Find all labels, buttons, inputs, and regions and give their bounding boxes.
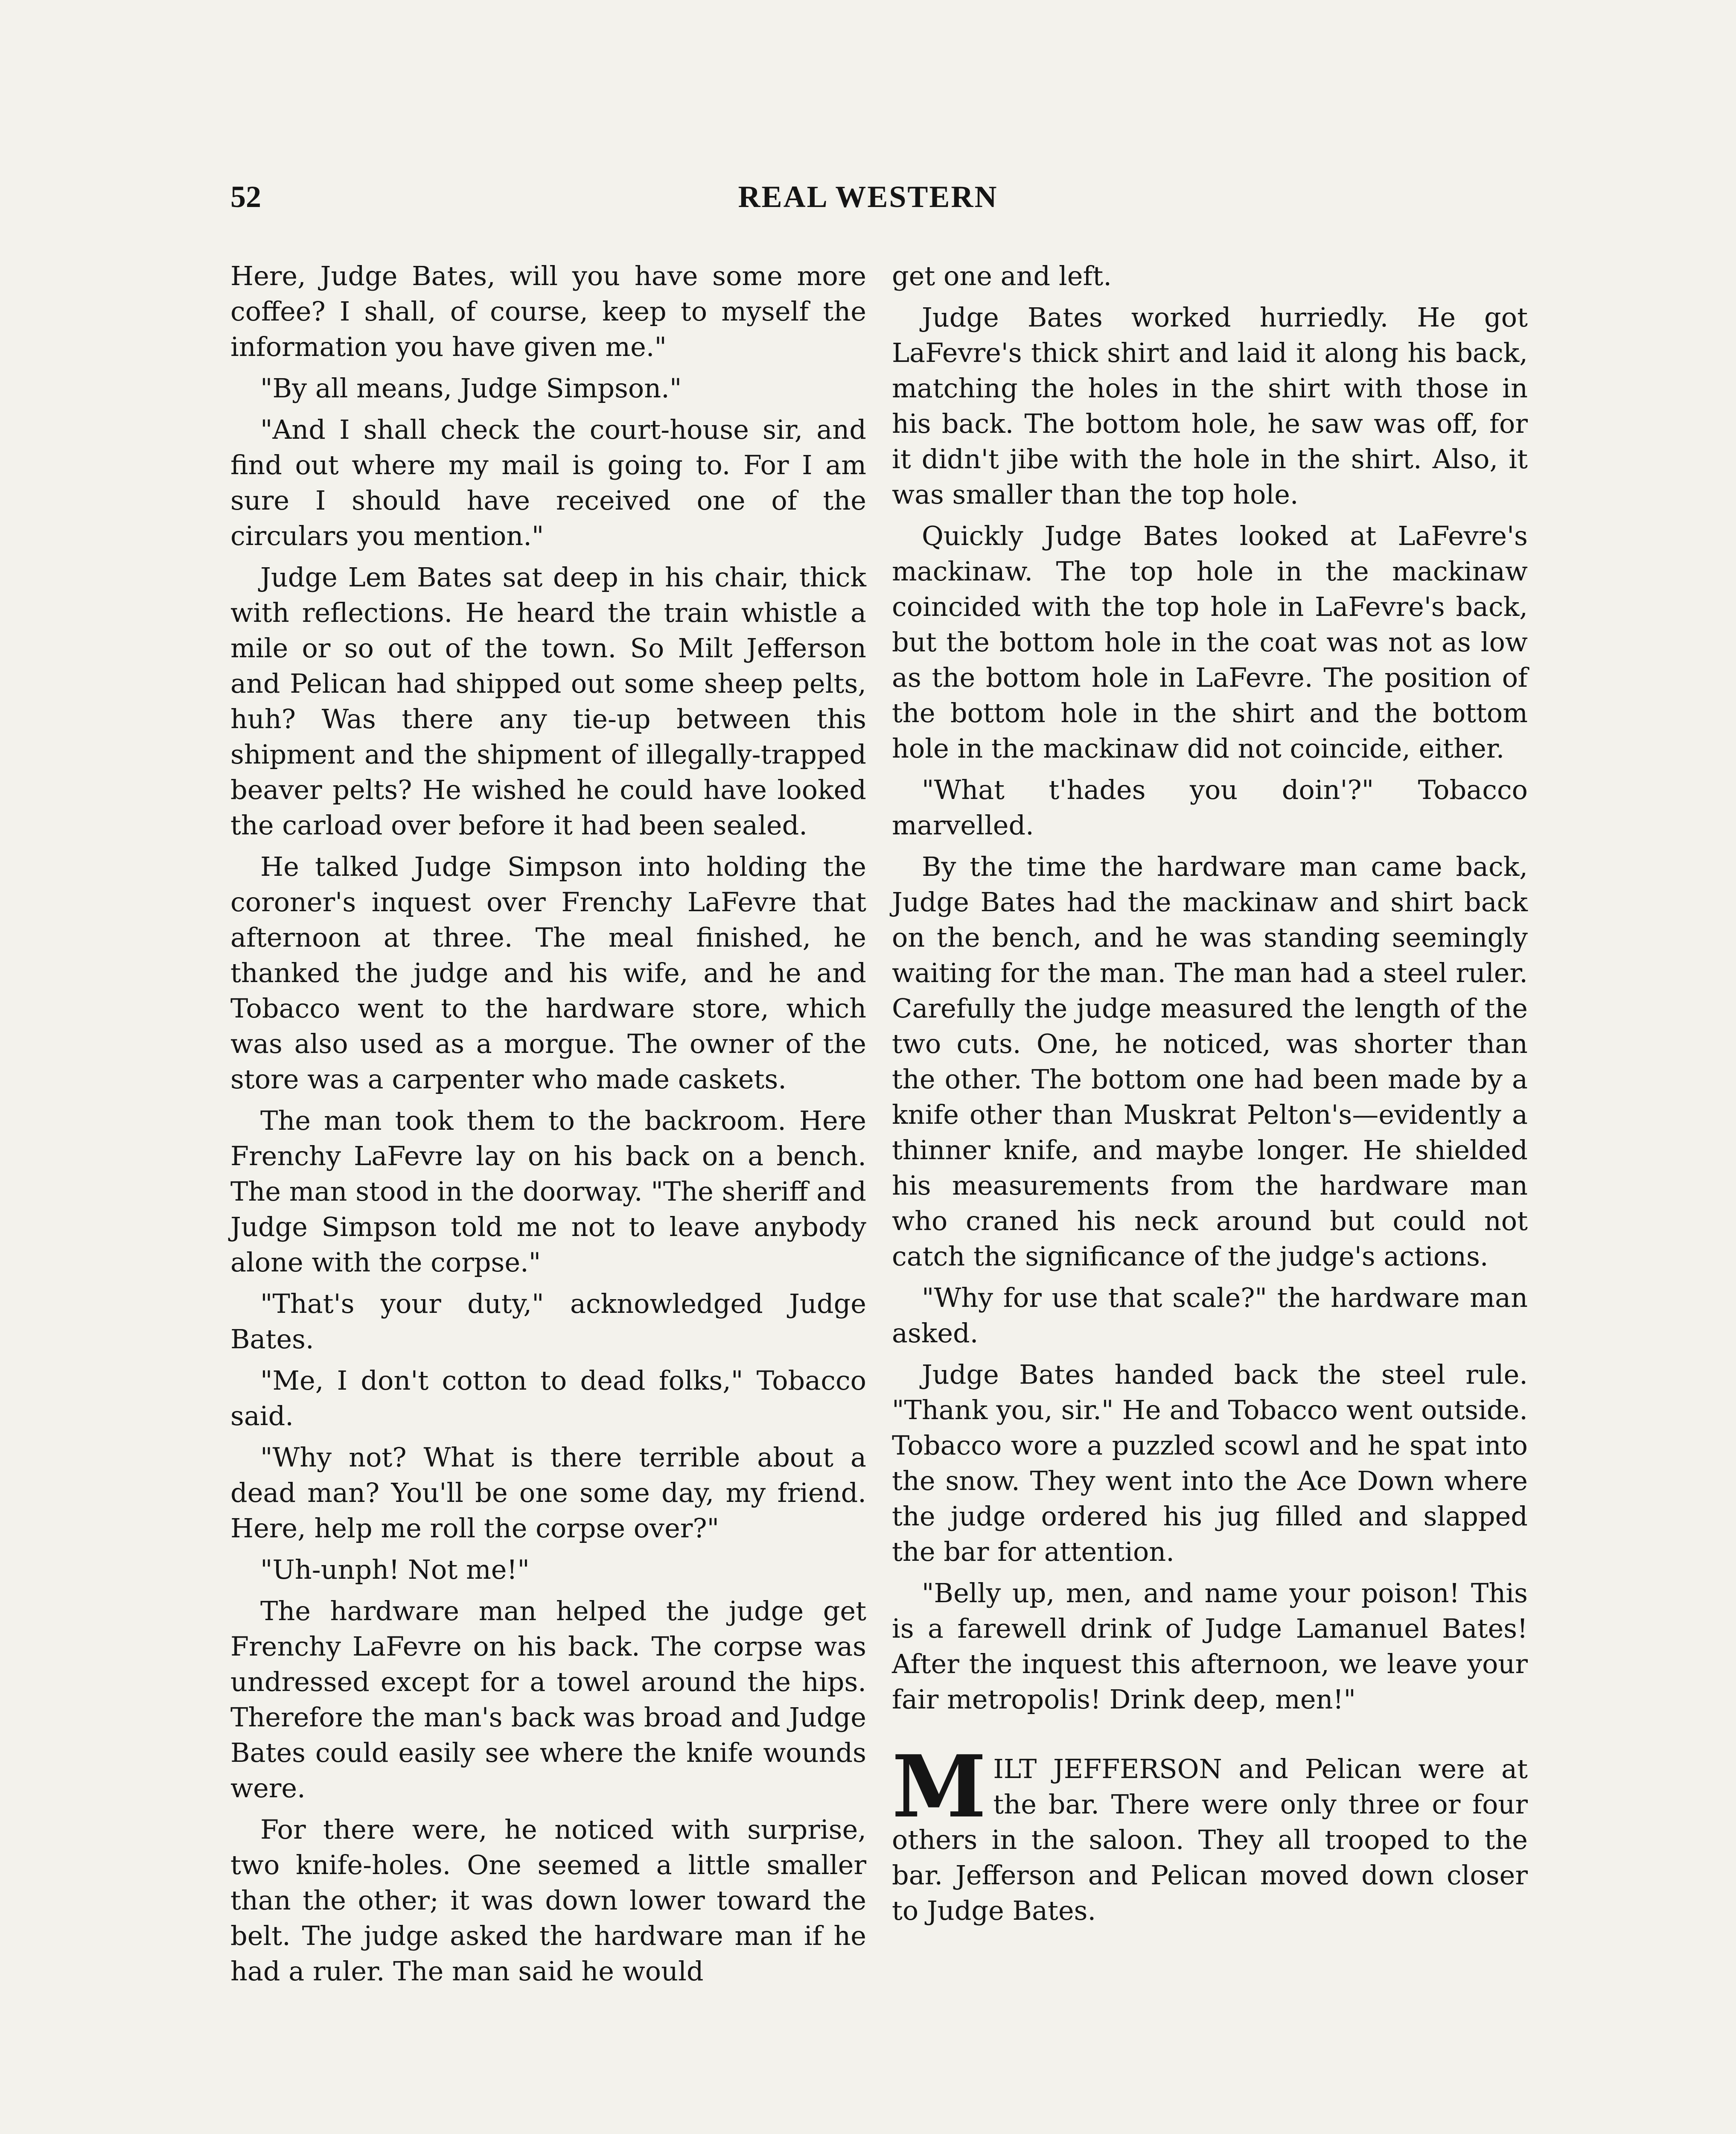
left-column xyxy=(230,258,866,1995)
paragraph: "By all means, Judge Simpson." xyxy=(260,373,682,404)
paragraph: For there were, he noticed with surprise, two knife-holes. One seemed a little smaller than the other; it was down lower toward the belt. The judge asked the hardware man if he had a ruler. The man said he would xyxy=(230,1814,866,1987)
paragraph: "That's your duty," acknowledged Judge Bates. xyxy=(230,1288,866,1355)
right-column xyxy=(892,258,1528,1928)
paragraph: The hardware man helped the judge get Frenchy LaFevre on his back. The corpse was undressed except for a towel around the hips. Therefore the man's back was broad and Judge Bates could easily see where the knife wounds were. xyxy=(230,1595,866,1804)
paragraph: "Me, I don't cotton to dead folks," Tobacco said. xyxy=(230,1365,866,1431)
paragraph: The man took them to the backroom. Here Frenchy LaFevre lay on his back on a bench. The man stood in the doorway. "The sheriff and Judge Simpson told me not to leave anybody alone with the corpse." xyxy=(230,1105,866,1278)
paragraph: Judge Lem Bates sat deep in his chair, thick with reflections. He heard the train whistle a mile or so out of the town. So Milt Jefferson and Pelican had shipped out some sheep pelts, huh? Was there any tie-up between this shipment and the shipment of illegally-trapped beaver pelts? He wished he could have looked the carload over before it had been sealed. xyxy=(230,562,866,841)
paragraph: He talked Judge Simpson into holding the coroner's inquest over Frenchy LaFevre that afternoon at three. The meal finished, he thanked the judge and his wife, and he and Tobacco went to the hardware store, which was also used as a morgue. The owner of the store was a carpenter who made caskets. xyxy=(230,851,866,1095)
paragraph: "Why for use that scale?" the hardware man asked. xyxy=(892,1282,1528,1349)
paragraph: "What t'hades you doin'?" Tobacco marvelled. xyxy=(892,774,1528,841)
running-head: REAL WESTERN xyxy=(738,180,998,214)
page-number: 52 xyxy=(230,180,261,214)
paragraph: "Why not? What is there terrible about a dead man? You'll be one some day, my friend. Here, help me roll the corpse over?" xyxy=(230,1442,866,1544)
paragraph: Here, Judge Bates, will you have some more coffee? I shall, of course, keep to myself the information you have given me." xyxy=(230,260,866,362)
paragraph: Judge Bates worked hurriedly. He got LaFevre's thick shirt and laid it along his back, matching the holes in the shirt with those in his back. The bottom hole, he saw was off, for it didn't jibe with the hole in the shirt. Also, it was smaller than the top hole. xyxy=(892,302,1528,510)
drop-cap: M xyxy=(892,1737,987,1837)
section-text: ILT JEFFERSON and Pelican were at the bar. There were only three or four others in the saloon. They all trooped to the bar. Jefferson and Pelican moved down closer to Judge Bates. xyxy=(892,1753,1528,1926)
paragraph: "Uh-unph! Not me!" xyxy=(260,1554,530,1585)
paragraph: Quickly Judge Bates looked at LaFevre's mackinaw. The top hole in the mackinaw coincided with the top hole in LaFevre's back, but the bottom hole in the coat was not as low as the bottom hole in LaFevre. The position of the bottom hole in the shirt and the bottom hole in the mackinaw did not coincide, either. xyxy=(892,520,1528,764)
paragraph: "Belly up, men, and name your poison! This is a farewell drink of Judge Lamanuel Bates! After the inquest this afternoon, we leave your fair metropolis! Drink deep, men!" xyxy=(892,1577,1528,1715)
paragraph: "And I shall check the court-house sir, and find out where my mail is going to. For I am sure I should have received one of the circulars you mention." xyxy=(230,414,866,551)
section-start xyxy=(892,1737,1528,1928)
paragraph: Judge Bates handed back the steel rule. "Thank you, sir." He and Tobacco went outside. Tobacco wore a puzzled scowl and he spat into the snow. They went into the Ace Down where the judge ordered his jug filled and slapped the bar for attention. xyxy=(892,1359,1528,1567)
paragraph: By the time the hardware man came back, Judge Bates had the mackinaw and shirt back on the bench, and he was standing seemingly waiting for the man. The man had a steel ruler. Carefully the judge measured the length of the two cuts. One, he noticed, was shorter than the other. The bottom one had been made by a knife other than Muskrat Pelton's—evidently a thinner knife, and maybe longer. He shielded his measurements from the hardware man who craned his neck around but could not catch the significance of the judge's actions. xyxy=(892,851,1528,1272)
paragraph: get one and left. xyxy=(892,260,1112,292)
